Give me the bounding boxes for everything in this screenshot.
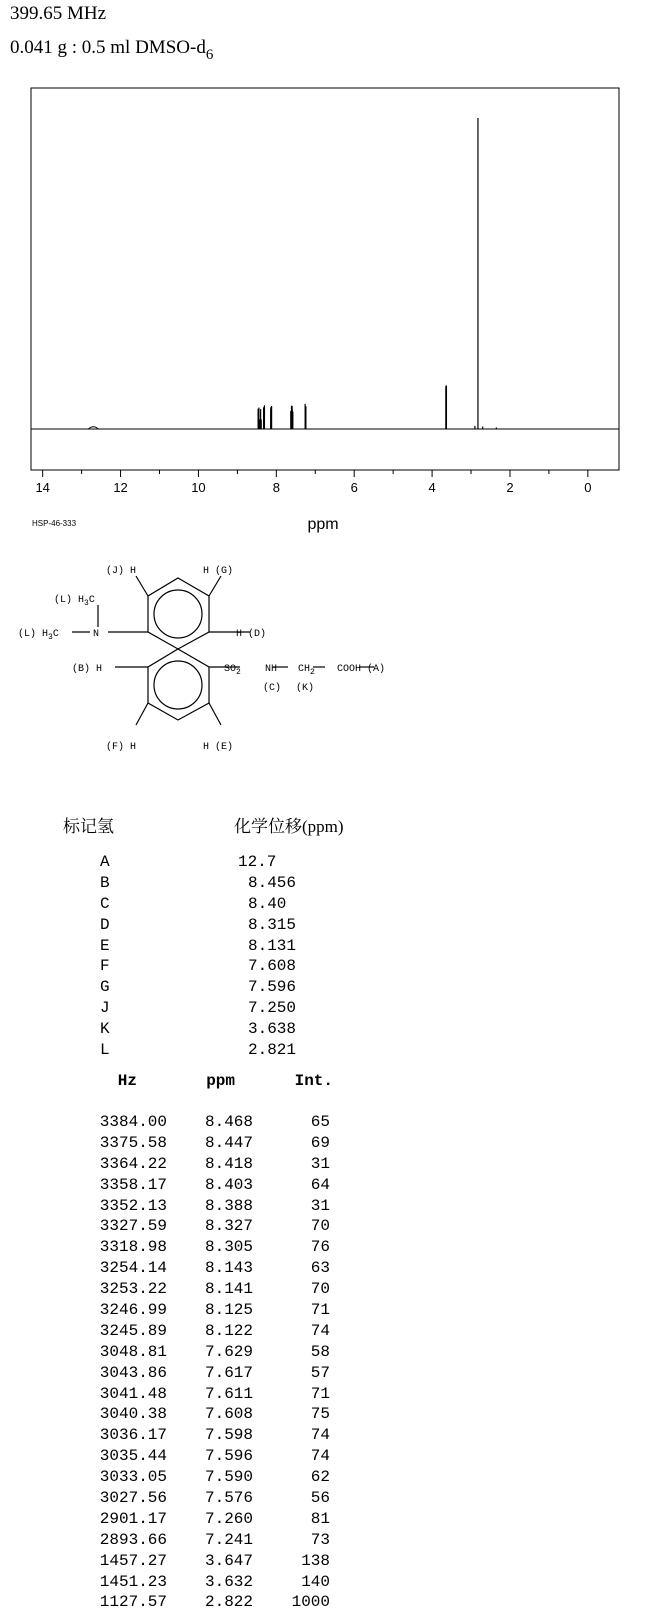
structure-bonds	[72, 576, 374, 725]
assignment-label: J	[100, 999, 110, 1018]
peak-int: 140	[301, 1572, 330, 1591]
peak-row	[91, 1404, 333, 1425]
peak-hz: 3358.17	[99, 1175, 167, 1194]
assignment-label: E	[100, 936, 110, 955]
peak-ppm: 3.647	[204, 1551, 253, 1570]
assignment-table	[100, 852, 296, 1061]
assignment-label: G	[100, 978, 110, 997]
peak-int: 58	[310, 1342, 330, 1361]
peak-hz: 1457.27	[99, 1551, 167, 1570]
sample-conditions	[10, 37, 213, 64]
assignment-label: L	[100, 1041, 110, 1060]
peak-ppm: 8.403	[204, 1175, 253, 1194]
assignment-shift: 7.608	[248, 957, 297, 976]
peak-hz: 3364.22	[99, 1154, 167, 1173]
label-h3c-left: (L) $H_3C$	[18, 629, 59, 642]
assignment-row	[100, 977, 296, 998]
assignment-shift: 8.40	[248, 894, 287, 913]
x-tick-label: 14	[35, 480, 50, 495]
peak-row	[91, 1446, 333, 1467]
peak-ppm: 8.143	[204, 1259, 253, 1278]
peak-int: 75	[310, 1405, 330, 1424]
assignment-row	[100, 1040, 296, 1061]
peak-hz: 3245.89	[99, 1321, 167, 1340]
x-tick-label: 0	[584, 480, 592, 495]
peak-ppm: 8.447	[204, 1133, 253, 1152]
peak-ppm: 7.629	[204, 1342, 253, 1361]
peak-row	[91, 1551, 333, 1572]
label-n: N	[93, 629, 100, 640]
peak-row	[91, 1592, 333, 1613]
peak-hz: 3384.00	[99, 1113, 167, 1131]
peak-hz: 3352.13	[99, 1196, 167, 1215]
peak-ppm: 8.122	[204, 1321, 253, 1340]
assignment-row	[100, 998, 296, 1019]
peak-row	[91, 1154, 333, 1175]
peak-row	[91, 1363, 333, 1384]
lower-ring-circle	[154, 661, 202, 709]
peak-row	[91, 1133, 333, 1154]
peak-row	[91, 1237, 333, 1258]
peak-int: 71	[310, 1301, 330, 1320]
assignment-shift: 8.131	[248, 936, 297, 955]
peak-ppm: 7.576	[204, 1489, 253, 1508]
peak-hz: 3036.17	[99, 1426, 167, 1445]
peak-int: 70	[310, 1217, 330, 1236]
peak-row	[91, 1425, 333, 1446]
peak-row	[91, 1488, 333, 1509]
peak-ppm: 8.327	[204, 1217, 253, 1236]
peak-table-rows	[91, 1112, 333, 1613]
peak-int: 70	[310, 1280, 330, 1299]
peak-row	[91, 1196, 333, 1217]
assignment-shift: 2.821	[248, 1041, 297, 1060]
assignment-header-shift: 化学位移(ppm)	[234, 817, 344, 836]
peak-ppm: 7.598	[204, 1426, 253, 1445]
peak-row	[91, 1467, 333, 1488]
sample-text: 0.041 g : 0.5 ml DMSO-d	[10, 37, 206, 58]
peak-hz: 3048.81	[99, 1342, 167, 1361]
peak-hz: 2901.17	[99, 1509, 167, 1528]
molecular-structure	[0, 560, 652, 775]
assignment-label: A	[100, 853, 110, 871]
peak-int: 57	[310, 1363, 330, 1382]
peak-int: 62	[310, 1468, 330, 1487]
peak-hz: 3253.22	[99, 1280, 167, 1299]
assignment-shift: 3.638	[248, 1020, 297, 1039]
x-tick-label: 6	[350, 480, 358, 495]
label-so2: $SO_2$	[224, 664, 241, 677]
peak-table-header	[91, 1070, 333, 1092]
peak-hz: 3040.38	[99, 1405, 167, 1424]
peak-ppm: 8.388	[204, 1196, 253, 1215]
label-hj: (J) H	[106, 566, 137, 577]
peak-row	[91, 1321, 333, 1342]
peak-int: 74	[310, 1426, 330, 1445]
peak-ppm: 3.632	[204, 1572, 253, 1591]
peak-int: 74	[310, 1321, 330, 1340]
assignment-label: B	[100, 873, 110, 892]
x-axis	[35, 470, 591, 495]
label-cooh: COOH (A)	[337, 664, 386, 675]
peak-int: 31	[310, 1196, 330, 1215]
peak-hz: 2893.66	[99, 1530, 167, 1549]
peak-row	[91, 1216, 333, 1237]
assignment-label: K	[100, 1020, 110, 1039]
peak-row	[91, 1175, 333, 1196]
peak-ppm: 7.260	[204, 1509, 253, 1528]
peak-hz: 3246.99	[99, 1301, 167, 1320]
spectrometer-frequency: 399.65 MHz	[10, 3, 107, 24]
peak-ppm: 7.596	[204, 1447, 253, 1466]
assignment-shift: 8.456	[248, 873, 297, 892]
x-tick-label: 4	[428, 480, 436, 495]
peak-hz: 3254.14	[99, 1259, 167, 1278]
assignment-row	[100, 894, 296, 915]
peak-int: 31	[310, 1154, 330, 1173]
peak-hz: 3033.05	[99, 1468, 167, 1487]
spectrum-trace	[31, 118, 619, 429]
header-int: Int.	[294, 1072, 333, 1090]
peak-int: 65	[310, 1113, 330, 1131]
label-he: H (E)	[203, 742, 234, 753]
peak-hz: 1451.23	[99, 1572, 167, 1591]
label-nh: NH	[265, 664, 278, 675]
assignment-label: F	[100, 957, 110, 976]
assignment-shift: 7.250	[248, 999, 297, 1018]
assignment-label: D	[100, 915, 110, 934]
peak-int: 63	[310, 1259, 330, 1278]
peak-row	[91, 1384, 333, 1405]
peak-table	[91, 1070, 333, 1613]
plot-frame	[31, 88, 619, 470]
peak-hz: 3327.59	[99, 1217, 167, 1236]
peak-int: 76	[310, 1238, 330, 1257]
assignment-row	[100, 915, 296, 936]
upper-ring-circle	[154, 590, 202, 638]
assignment-row	[100, 936, 296, 957]
assignment-shift: 12.7	[238, 853, 277, 871]
peak-ppm: 7.241	[204, 1530, 253, 1549]
label-hb: (B) H	[72, 664, 103, 675]
peak-ppm: 2.822	[204, 1593, 253, 1612]
peak-int: 69	[310, 1133, 330, 1152]
peak-ppm: 8.125	[204, 1301, 253, 1320]
label-hf: (F) H	[106, 742, 137, 753]
peak-int: 81	[310, 1509, 330, 1528]
peak-int: 1000	[291, 1593, 330, 1612]
peak-row	[91, 1342, 333, 1363]
header-ppm: ppm	[206, 1072, 235, 1090]
assignment-row	[100, 852, 296, 873]
peak-hz: 3375.58	[99, 1133, 167, 1152]
x-axis-label: ppm	[307, 516, 339, 533]
label-c: (C)	[263, 683, 282, 694]
assignment-row	[100, 1019, 296, 1040]
peak-ppm: 8.305	[204, 1238, 253, 1257]
assignment-shift: 7.596	[248, 978, 297, 997]
peak-row	[91, 1279, 333, 1300]
peak-row	[91, 1530, 333, 1551]
x-tick-label: 2	[506, 480, 514, 495]
peak-ppm: 7.617	[204, 1363, 253, 1382]
peak-row	[91, 1112, 333, 1133]
assignment-row	[100, 873, 296, 894]
label-hg: H (G)	[203, 566, 234, 577]
peak-ppm: 7.590	[204, 1468, 253, 1487]
peak-hz: 3318.98	[99, 1238, 167, 1257]
peak-hz: 3027.56	[99, 1489, 167, 1508]
x-tick-label: 12	[113, 480, 128, 495]
peak-ppm: 8.468	[204, 1113, 253, 1131]
nmr-spectrum-chart	[0, 80, 652, 540]
peak-ppm: 8.141	[204, 1280, 253, 1299]
peak-int: 73	[310, 1530, 330, 1549]
peak-hz: 3041.48	[99, 1384, 167, 1403]
peak-hz: 1127.57	[99, 1593, 167, 1612]
peak-row	[91, 1572, 333, 1593]
assignment-label: C	[100, 894, 110, 913]
peak-int: 74	[310, 1447, 330, 1466]
peak-int: 64	[310, 1175, 330, 1194]
assignment-shift: 8.315	[248, 915, 297, 934]
peak-row	[91, 1258, 333, 1279]
label-h3c-top: (L) $H_3C$	[54, 595, 95, 608]
x-tick-label: 8	[272, 480, 280, 495]
peak-int: 56	[310, 1489, 330, 1508]
peak-ppm: 7.608	[204, 1405, 253, 1424]
peak-ppm: 8.418	[204, 1154, 253, 1173]
peak-row	[91, 1300, 333, 1321]
label-ch2: $CH_2$	[298, 664, 315, 677]
label-hd: H (D)	[236, 629, 267, 640]
spectrum-code: HSP-46-333	[32, 519, 77, 528]
peak-int: 138	[301, 1551, 330, 1570]
peak-hz: 3035.44	[99, 1447, 167, 1466]
sample-subscript: 6	[205, 47, 214, 63]
peak-hz: 3043.86	[99, 1363, 167, 1382]
peak-int: 71	[310, 1384, 330, 1403]
peak-row	[91, 1509, 333, 1530]
assignment-row	[100, 956, 296, 977]
x-tick-label: 10	[191, 480, 206, 495]
peak-ppm: 7.611	[204, 1384, 253, 1403]
assignment-header-label: 标记氢	[63, 817, 114, 836]
label-k: (K)	[296, 683, 315, 694]
header-hz: Hz	[117, 1072, 137, 1090]
